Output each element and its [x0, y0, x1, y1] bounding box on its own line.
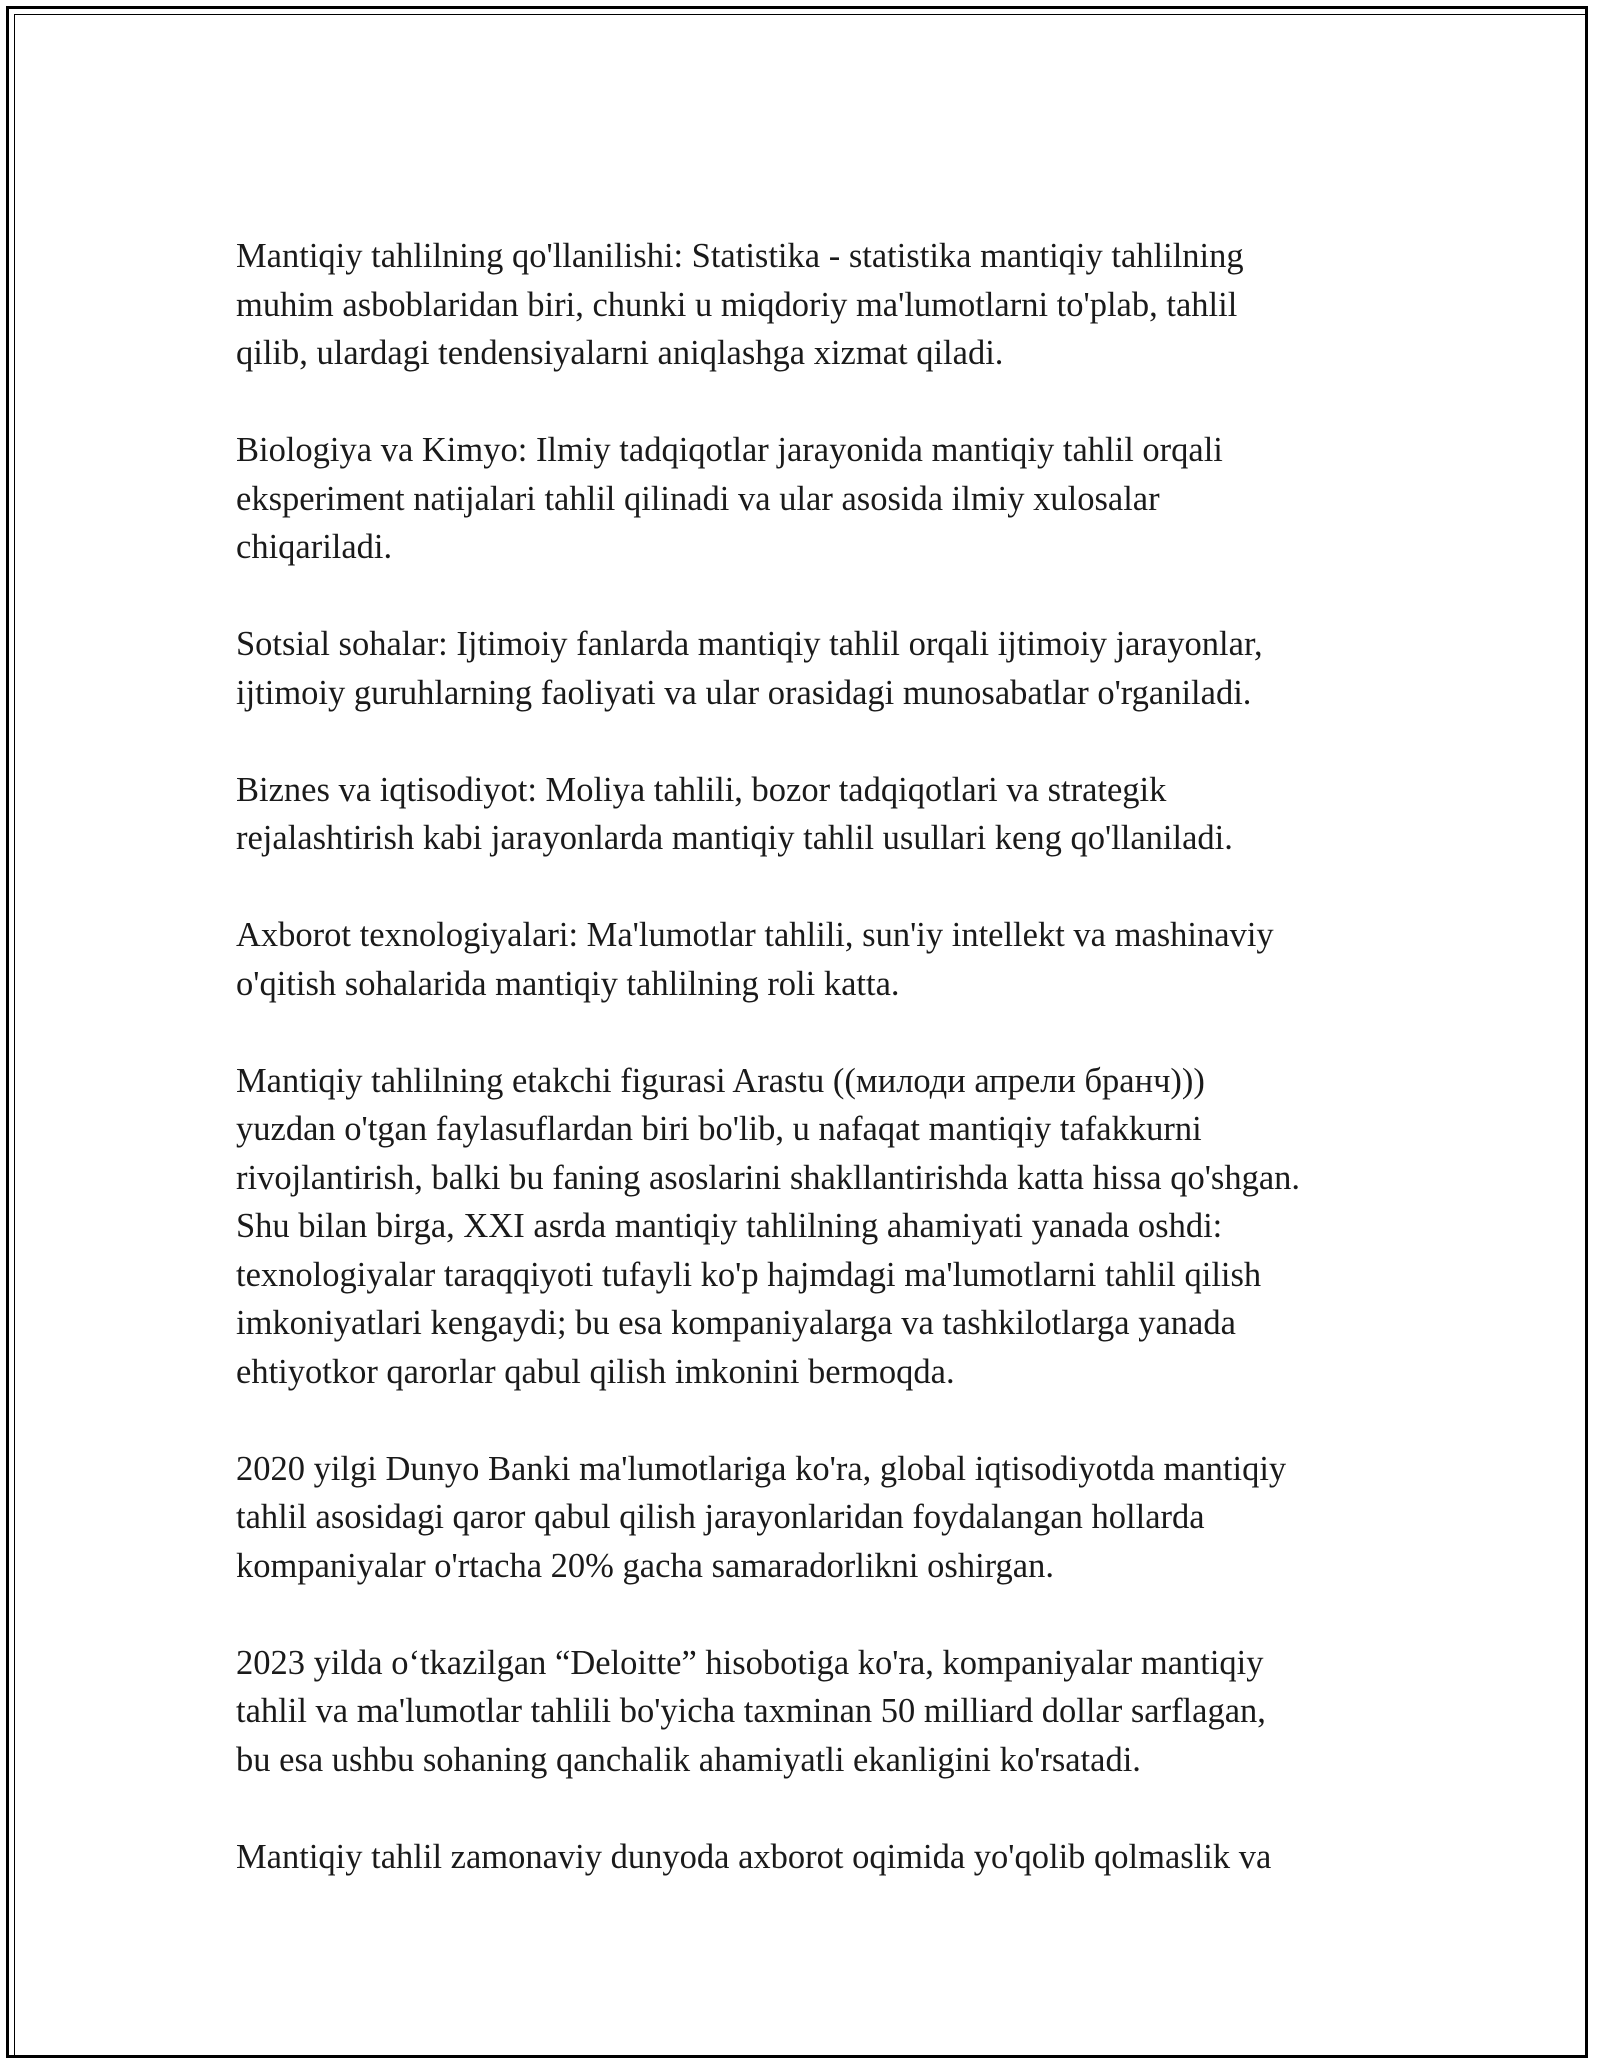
text-line: 2023 yilda o‘tkazilgan “Deloitte” hisobotiga ko'ra, kompaniyalar mantiqiy	[236, 1643, 1264, 1682]
paragraph-8	[236, 1639, 1396, 1785]
text-line: Mantiqiy tahlilning qo'llanilishi: Statistika - statistika mantiqiy tahlilning	[236, 237, 1244, 275]
paragraph-7	[236, 1445, 1396, 1591]
paragraph-6	[236, 1057, 1396, 1397]
text-line: Mantiqiy tahlilning etakchi figurasi Arastu ((милоди апрели бранч)))	[236, 1061, 1205, 1100]
text-line: qilib, ulardagi tendensiyalarni aniqlashga xizmat qiladi.	[236, 334, 1004, 372]
text-line: ijtimoiy guruhlarning faoliyati va ular orasidagi munosabatlar o'rganiladi.	[236, 673, 1252, 712]
text-line: rejalashtirish kabi jarayonlarda mantiqiy tahlil usullari keng qo'llaniladi.	[236, 819, 1233, 857]
text-line: Mantiqiy tahlil zamonaviy dunyoda axborot oqimida yo'qolib qolmaslik va	[236, 1837, 1272, 1876]
text-line: chiqariladi.	[236, 528, 393, 566]
text-line: Biznes va iqtisodiyot: Moliya tahlili, bozor tadqiqotlari va strategik	[236, 770, 1167, 809]
text-line: Axborot texnologiyalari: Ma'lumotlar tahlili, sun'iy intellekt va mashinaviy	[236, 916, 1274, 954]
text-line: eksperiment natijalari tahlil qilinadi va ular asosida ilmiy xulosalar	[236, 479, 1160, 518]
text-line: Shu bilan birga, XXI asrda mantiqiy tahlilning ahamiyati yanada oshdi:	[236, 1207, 1223, 1245]
paragraph-4	[236, 766, 1396, 863]
text-line: bu esa ushbu sohaning qanchalik ahamiyatli ekanligini ko'rsatadi.	[236, 1740, 1141, 1779]
text-line: ehtiyotkor qarorlar qabul qilish imkonini bermoqda.	[236, 1352, 955, 1391]
text-line: o'qitish sohalarida mantiqiy tahlilning roli katta.	[236, 964, 900, 1003]
text-line: muhim asboblaridan biri, chunki u miqdoriy ma'lumotlarni to'plab, tahlil	[236, 285, 1238, 324]
text-line: kompaniyalar o'rtacha 20% gacha samaradorlikni oshirgan.	[236, 1546, 1054, 1585]
text-line: imkoniyatlari kengaydi; bu esa kompaniyalarga va tashkilotlarga yanada	[236, 1304, 1236, 1342]
text-line: yuzdan o'tgan faylasuflardan biri bo'lib, u nafaqat mantiqiy tafakkurni	[236, 1110, 1202, 1148]
paragraph-3	[236, 620, 1396, 717]
paragraph-9	[236, 1833, 1396, 1882]
paragraph-5	[236, 911, 1396, 1008]
document-body	[236, 232, 1396, 1930]
text-line: Sotsial sohalar: Ijtimoiy fanlarda mantiqiy tahlil orqali ijtimoiy jarayonlar,	[236, 625, 1263, 663]
text-line: rivojlantirish, balki bu faning asoslarini shakllantirishda katta hissa qo'shgan.	[236, 1158, 1301, 1197]
text-line: Biologiya va Kimyo: Ilmiy tadqiqotlar jarayonida mantiqiy tahlil orqali	[236, 431, 1223, 469]
text-line: tahlil asosidagi qaror qabul qilish jarayonlaridan foydalangan hollarda	[236, 1498, 1205, 1536]
text-line: texnologiyalar taraqqiyoti tufayli ko'p hajmdagi ma'lumotlarni tahlil qilish	[236, 1255, 1262, 1294]
text-line: tahlil va ma'lumotlar tahlili bo'yicha taxminan 50 milliard dollar sarflagan,	[236, 1692, 1266, 1730]
paragraph-1	[236, 232, 1396, 378]
text-line: 2020 yilgi Dunyo Banki ma'lumotlariga ko'ra, global iqtisodiyotda mantiqiy	[236, 1449, 1287, 1488]
paragraph-2	[236, 426, 1396, 572]
